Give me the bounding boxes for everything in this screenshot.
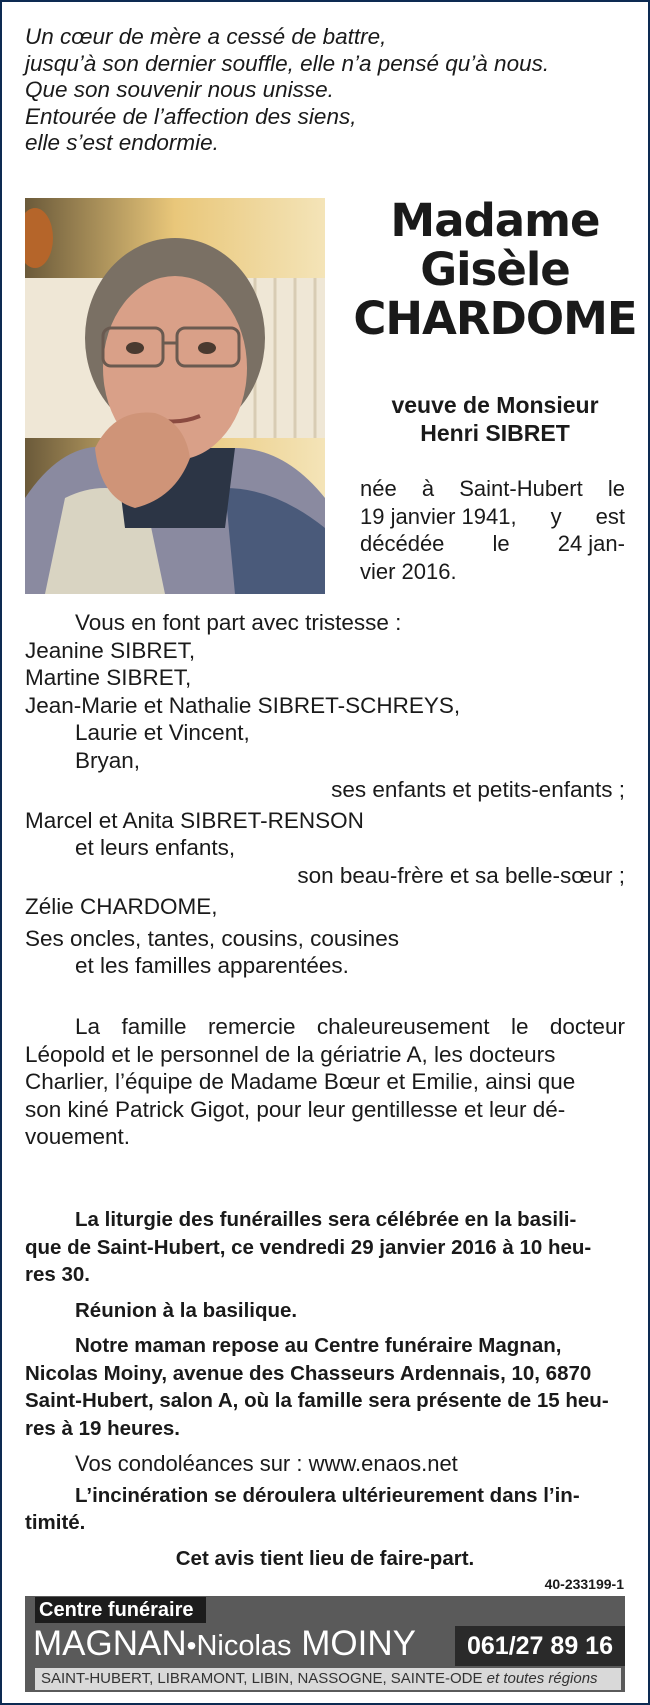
banner-name: [33, 1622, 416, 1666]
family-member: Laurie et Vincent,: [75, 720, 250, 745]
thanks-paragraph: [25, 1013, 625, 1151]
word: Saint-Hubert: [459, 476, 583, 501]
family-member: Jeanine SIBRET,: [25, 637, 196, 663]
family-member: Marcel et Anita SIBRET-RENSON: [25, 807, 364, 833]
word: est: [595, 503, 625, 529]
funeral-line: Réunion à la basilique.: [75, 1298, 298, 1322]
banner-title: Centre funéraire: [35, 1597, 206, 1623]
family-intro: Vous en font part avec tristesse :: [75, 610, 402, 635]
word: y: [550, 503, 562, 529]
condolences-line: Vos condoléances sur : www.enaos.net: [75, 1451, 458, 1476]
funeral-line: timité.: [25, 1511, 86, 1534]
word: docteur: [549, 1014, 625, 1039]
towns-list: SAINT-HUBERT, LIBRAMONT, LIBIN, NASSOGNE, SAINTE-ODE: [41, 1670, 483, 1687]
funeral-line: Nicolas Moiny, avenue des Chasseurs Ardennais, 10, 6870: [25, 1361, 592, 1385]
family-member: Jean-Marie et Nathalie SIBRET-SCHREYS,: [25, 692, 461, 718]
name-last: CHARDOME: [353, 292, 637, 345]
funeral-info: [25, 1206, 625, 1572]
funeral-line: Notre maman repose au Centre funéraire Magnan,: [75, 1334, 562, 1357]
family-member: Bryan,: [75, 747, 141, 773]
phone-number: 061/27 89 16: [455, 1626, 625, 1666]
word: le: [510, 1014, 529, 1039]
word: 19 janvier 1941,: [360, 503, 517, 529]
word: 24 jan-: [557, 531, 625, 556]
word: à: [421, 476, 435, 501]
poem-line: Un cœur de mère a cessé de battre,: [25, 24, 387, 49]
word: vier 2016.: [360, 558, 457, 584]
thanks-line: [25, 1013, 625, 1041]
thanks-line: Charlier, l’équipe de Madame Bœur et Emilie, ainsi que: [25, 1069, 576, 1094]
widow-line: veuve de Monsieur: [391, 392, 599, 418]
name-first: Gisèle: [420, 243, 570, 296]
poem-line: Entourée de l’affection des siens,: [25, 103, 357, 129]
notice-footer-line: Cet avis tient lieu de faire-part.: [175, 1546, 475, 1570]
poem-line: elle s’est endormie.: [25, 130, 219, 155]
bullet-dot: •: [186, 1630, 197, 1661]
funeral-line: res à 19 heures.: [25, 1416, 180, 1440]
word: le: [607, 476, 625, 501]
word: remercie: [207, 1014, 296, 1039]
funeral-line: res 30.: [25, 1263, 90, 1286]
family-member: Ses oncles, tantes, cousins, cousines: [25, 925, 399, 951]
banner-name-part: MOINY: [301, 1624, 416, 1663]
banner-towns: [35, 1668, 621, 1690]
funeral-line: que de Saint-Hubert, ce vendredi 29 janvier 2016 à 10 heu-: [25, 1235, 592, 1259]
reference-number: 40-233199-1: [544, 1576, 624, 1592]
word: La: [75, 1014, 101, 1039]
thanks-line: vouement.: [25, 1124, 131, 1149]
word: chaleureusement: [316, 1014, 490, 1039]
family-member: Zélie CHARDOME,: [25, 894, 218, 919]
family-member: et les familles apparentées.: [75, 953, 349, 978]
word: famille: [121, 1014, 187, 1039]
poem-line: Que son souvenir nous unisse.: [25, 77, 334, 102]
widow-line: Henri SIBRET: [420, 420, 570, 446]
birth-death-info: [360, 475, 625, 585]
banner-name-part: Nicolas: [196, 1630, 292, 1662]
name-title: Madame: [390, 194, 600, 247]
word: le: [492, 531, 510, 556]
family-list: [25, 609, 625, 980]
banner-name-part: MAGNAN: [33, 1624, 187, 1663]
towns-tail: et toutes régions: [486, 1670, 598, 1687]
deceased-name: [350, 196, 640, 343]
thanks-line: son kiné Patrick Gigot, pour leur gentillesse et leur dé-: [25, 1096, 566, 1122]
funeral-line: La liturgie des funérailles sera célébrée en la basili-: [75, 1208, 577, 1231]
poem-line: jusqu’à son dernier souffle, elle n’a pensé qu’à nous.: [25, 50, 550, 76]
family-relation: ses enfants et petits-enfants ;: [331, 777, 625, 802]
thanks-line: Léopold et le personnel de la gériatrie A, les docteurs: [25, 1041, 556, 1067]
portrait-photo: [25, 198, 325, 594]
poem: [25, 24, 625, 157]
family-member: et leurs enfants,: [75, 835, 236, 860]
word: décédée: [360, 531, 445, 556]
family-relation: son beau-frère et sa belle-sœur ;: [297, 862, 625, 888]
funeral-home-banner: [25, 1596, 625, 1692]
widow-of: [350, 391, 640, 447]
family-member: Martine SIBRET,: [25, 665, 192, 690]
funeral-line: L’incinération se déroulera ultérieurement dans l’in-: [75, 1483, 580, 1507]
word: née: [360, 476, 397, 501]
funeral-line: Saint-Hubert, salon A, où la famille sera présente de 15 heu-: [25, 1389, 609, 1412]
